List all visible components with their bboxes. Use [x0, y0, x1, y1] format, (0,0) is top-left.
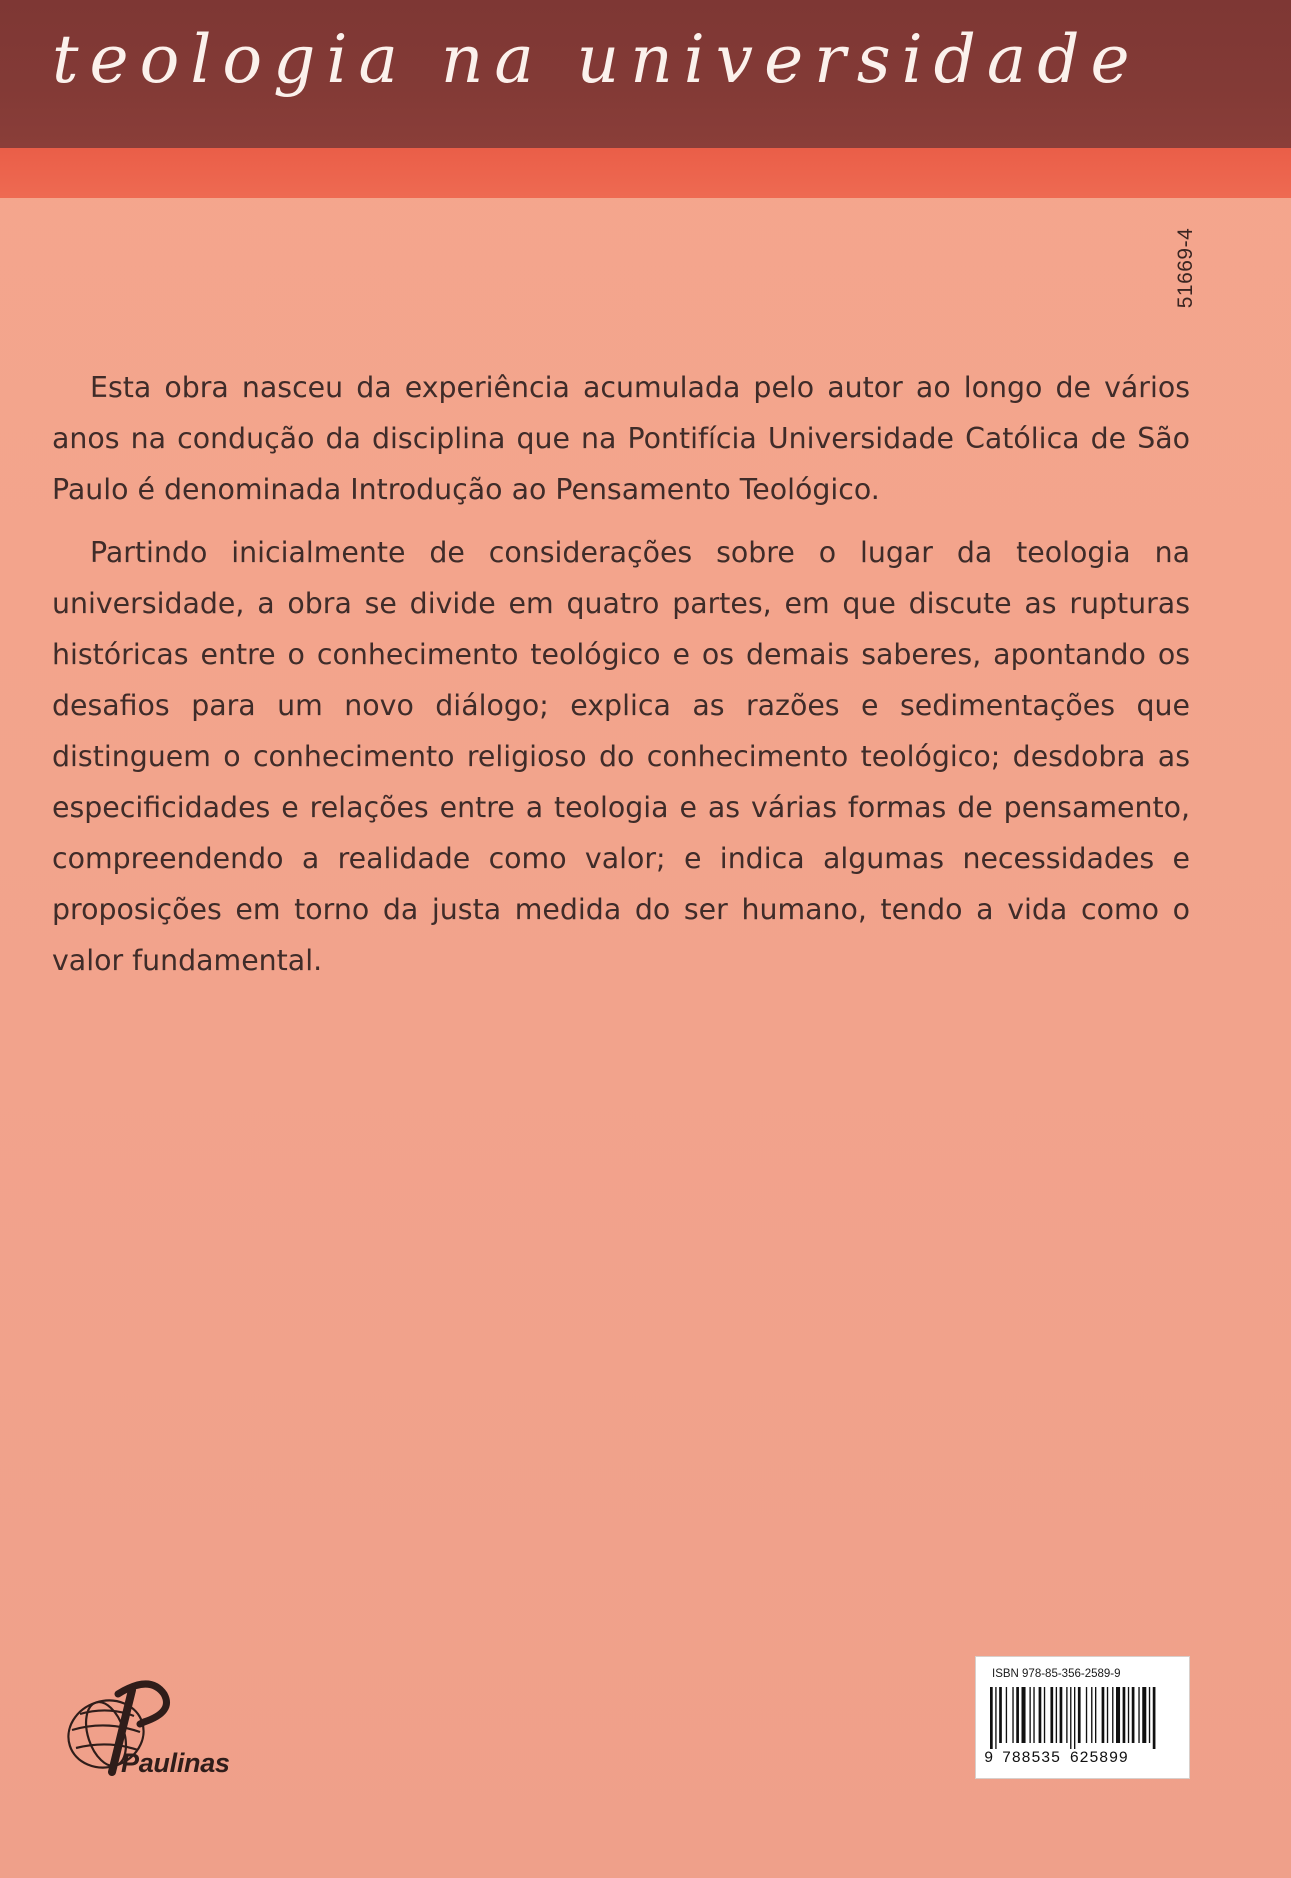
isbn-barcode	[975, 1656, 1190, 1779]
series-title: teologia na universidade	[52, 21, 1141, 98]
isbn-label: ISBN 978-85-356-2589-9	[992, 1668, 1121, 1680]
catalog-code-text: 51669-4	[1174, 227, 1197, 309]
synopsis-paragraph-2: Partindo inicialmente de considerações sobre o lugar da teologia na universidade, a obra se divide em quatro partes, em que discute as rupturas históricas entre o conhecimento teológico e os demais saberes, apontando os desafios para um novo diálogo; explica as razões e sedimentações que distinguem o conhecimento religioso do conhecimento teológico; desdobra as especificidades e relações entre a teologia e as várias formas de pensamento, compreendendo a realidade como valor; e indica algumas necessidades e proposições em torno da justa medida do ser humano, tendo a vida como o valor fundamental.	[52, 536, 1190, 977]
barcode-digit-first: 9	[984, 1749, 994, 1767]
series-title-band	[0, 0, 1291, 148]
accent-band	[0, 148, 1291, 198]
barcode-bars	[986, 1687, 1181, 1749]
synopsis-paragraph-1: Esta obra nasceu da experiência acumulada pelo autor ao longo de vários anos na condução da disciplina que na Pontifícia Universidade Católica de São Paulo é denominada Introdução ao Pensamento Teológico.	[52, 371, 1190, 506]
barcode-digits-group-2: 625899	[1069, 1749, 1129, 1767]
publisher-name: Paulinas	[121, 1748, 230, 1778]
synopsis	[52, 362, 1190, 998]
barcode-digits-group-1: 788535	[1001, 1749, 1061, 1767]
barcode-digits	[984, 1749, 1184, 1767]
